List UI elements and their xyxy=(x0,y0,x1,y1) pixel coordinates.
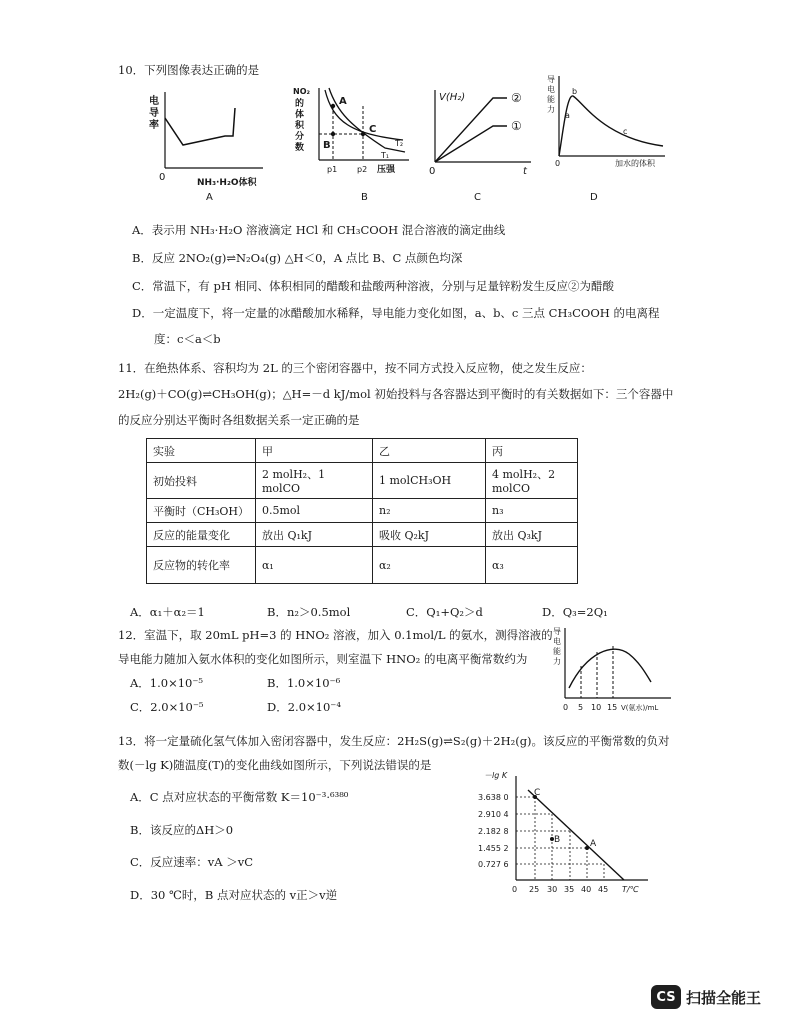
svg-text:能: 能 xyxy=(547,95,555,104)
graph-b-point-a xyxy=(331,104,335,108)
caption-d: D xyxy=(590,192,598,203)
svg-text:分: 分 xyxy=(295,132,305,142)
caption-a: A xyxy=(206,192,213,203)
q13-line2: 数(－lg K)随温度(T)的变化曲线如图所示，下列说法错误的是 xyxy=(118,758,432,772)
camscanner-watermark xyxy=(651,984,761,1010)
graph-b-p2: p2 xyxy=(357,165,368,174)
q10-opt-d-line2: 度：c＜a＜b xyxy=(154,332,221,346)
table-row xyxy=(147,439,578,463)
q11-opt-d: D．Q₃=2Q₁ xyxy=(542,605,608,619)
svg-text:电: 电 xyxy=(547,85,555,94)
table-cell: 反应的能量变化 xyxy=(147,523,256,547)
table-cell: 乙 xyxy=(373,439,486,463)
q13-label-b: B xyxy=(554,835,561,845)
graph-d-xlabel: 加水的体积 xyxy=(615,159,655,168)
graph-a-ylabel-2: 导 xyxy=(149,108,159,119)
graph-c-label-1: ① xyxy=(511,119,522,133)
q13-line xyxy=(528,790,624,880)
graph-d-pt-b: b xyxy=(572,87,578,96)
q13-xtick: 35 xyxy=(564,885,575,894)
q13-xtick: 30 xyxy=(547,885,558,894)
graph-b-point-b xyxy=(331,132,335,136)
graph-a-ylabel-3: 率 xyxy=(149,120,159,131)
table-cell: 甲 xyxy=(256,439,373,463)
table-cell: 平衡时（CH₃OH） xyxy=(147,499,256,523)
graph-a-ylabel-1: 电 xyxy=(149,96,159,107)
svg-text:积: 积 xyxy=(295,121,305,131)
graph-b-p1: p1 xyxy=(327,165,338,174)
table-cell: 吸收 Q₂kJ xyxy=(373,523,486,547)
q13-xtick: 0 xyxy=(512,885,518,894)
q11-line2: 2H₂(g)＋CO(g)⇌CH₃OH(g)；△H=－d kJ/mol 初始投料与各容器达到平衡时的有关数据如下：三个容器中 xyxy=(118,387,674,401)
q13-ytick: 2.182 8 xyxy=(478,827,509,836)
table-cell: 4 molH₂、2 molCO xyxy=(486,463,578,499)
q13-label-c: C xyxy=(534,788,541,798)
q10-opt-c: C．常温下，有 pH 相同、体积相同的醋酸和盐酸两种溶液，分别与足量锌粉发生反应②为醋酸 xyxy=(132,279,614,293)
q12-opt-c: C．2.0×10⁻⁵ xyxy=(130,700,204,714)
caption-c: C xyxy=(474,192,481,203)
q13-ylabel: －lg K xyxy=(484,771,508,780)
graph-d-curve xyxy=(559,96,663,156)
svg-text:导: 导 xyxy=(547,75,555,84)
graph-c-origin: 0 xyxy=(429,166,436,177)
q12-line1: 12．室温下，取 20mL pH=3 的 HNO₂ 溶液，加入 0.1mol/L 的氨水，测得溶液的 xyxy=(118,628,553,642)
table-cell: 0.5mol xyxy=(256,499,373,523)
table-row xyxy=(147,499,578,523)
q13-xtick: 40 xyxy=(581,885,592,894)
q11-opt-a: A．α₁＋α₂＝1 xyxy=(130,605,205,619)
q12-opt-d: D．2.0×10⁻⁴ xyxy=(267,700,341,714)
q13-ytick: 0.727 6 xyxy=(478,860,509,869)
q11-opt-c: C．Q₁+Q₂＞d xyxy=(406,605,483,619)
graph-c-xlabel: t xyxy=(523,166,527,177)
q13-xtick: 45 xyxy=(598,885,609,894)
table-cell: 1 molCH₃OH xyxy=(373,463,486,499)
q12-opt-b: B．1.0×10⁻⁶ xyxy=(267,676,341,690)
table-cell: α₂ xyxy=(373,547,486,584)
table-cell: 实验 xyxy=(147,439,256,463)
q13-label-a: A xyxy=(590,839,597,849)
q10-graph-c xyxy=(425,86,540,186)
table-cell: α₃ xyxy=(486,547,578,584)
q13-opt-d: D．30 ℃时，B 点对应状态的 v正＞v逆 xyxy=(130,888,338,902)
svg-text:的: 的 xyxy=(295,99,305,109)
graph-b-t1: T₁ xyxy=(381,151,390,160)
svg-text:数: 数 xyxy=(295,143,305,153)
q12-xlabel: V(氨水)/mL xyxy=(621,704,659,712)
q12-tick: 10 xyxy=(591,703,602,712)
table-cell: 放出 Q₃kJ xyxy=(486,523,578,547)
q12-tick: 15 xyxy=(607,703,618,712)
table-cell: 2 molH₂、1 molCO xyxy=(256,463,373,499)
table-cell: n₃ xyxy=(486,499,578,523)
graph-d-pt-a: a xyxy=(565,111,570,120)
q13-ytick: 3.638 0 xyxy=(478,793,509,802)
q12-tick: 5 xyxy=(578,703,584,712)
q11-line1: 11．在绝热体系、容积均为 2L 的三个密闭容器中，按不同方式投入反应物，使之发生反应： xyxy=(118,361,592,375)
q13-opt-b: B．该反应的ΔH＞0 xyxy=(130,823,234,837)
table-cell: n₂ xyxy=(373,499,486,523)
q12-opt-a: A．1.0×10⁻⁵ xyxy=(130,676,204,690)
q13-line1: 13．将一定量硫化氢气体加入密闭容器中，发生反应：2H₂S(g)⇌S₂(g)＋2H₂(g)。该反应的平衡常数的负对 xyxy=(118,734,670,748)
graph-b-label-b: B xyxy=(323,140,331,151)
table-cell: α₁ xyxy=(256,547,373,584)
table-cell: 初始投料 xyxy=(147,463,256,499)
camscanner-logo-icon: CS xyxy=(651,985,681,1009)
graph-b-label-c: C xyxy=(369,124,377,135)
svg-text:力: 力 xyxy=(547,105,555,114)
graph-d-pt-c: c xyxy=(623,127,628,136)
q11-opt-b: B．n₂＞0.5mol xyxy=(267,605,351,619)
graph-c-line-2 xyxy=(435,98,507,162)
camscanner-brand-text: 扫描全能王 xyxy=(686,988,762,1007)
q10-opt-b: B．反应 2NO₂(g)⇌N₂O₄(g) △H＜0，A 点比 B、C 点颜色均深 xyxy=(132,251,463,265)
q11-data-table xyxy=(146,438,578,584)
graph-a-xlabel: NH₃·H₂O体积 xyxy=(197,178,257,188)
graph-b-label-a: A xyxy=(339,96,347,107)
graph-b-t2: T₂ xyxy=(395,139,404,148)
q12-graph xyxy=(551,622,676,716)
q13-xlabel: T/℃ xyxy=(622,885,639,894)
graph-c-ylabel: V(H₂) xyxy=(439,92,466,103)
q10-opt-d-line1: D．一定温度下，将一定量的冰醋酸加水稀释，导电能力变化如图，a、b、c 三点 CH₃COOH 的电离程 xyxy=(132,306,660,320)
caption-b: B xyxy=(361,192,368,203)
q13-opt-a: A．C 点对应状态的平衡常数 K＝10⁻³·⁶³⁸⁰ xyxy=(130,790,349,804)
q13-point-a xyxy=(585,846,589,850)
table-row xyxy=(147,547,578,584)
svg-text:体: 体 xyxy=(295,110,305,120)
q11-line3: 的反应分别达平衡时各组数据关系一定正确的是 xyxy=(118,413,360,427)
graph-c-line-1 xyxy=(435,126,507,162)
svg-text:导: 导 xyxy=(553,627,561,636)
svg-text:电: 电 xyxy=(553,637,561,646)
q12-line2: 导电能力随加入氨水体积的变化如图所示，则室温下 HNO₂ 的电离平衡常数约为 xyxy=(118,652,528,666)
svg-text:NO₂: NO₂ xyxy=(293,87,310,96)
table-cell: 放出 Q₁kJ xyxy=(256,523,373,547)
table-row xyxy=(147,463,578,499)
graph-d-origin: 0 xyxy=(555,159,561,168)
table-row xyxy=(147,523,578,547)
svg-text:能: 能 xyxy=(553,647,561,656)
graph-a-curve xyxy=(165,108,235,145)
q10-graph-a xyxy=(143,88,273,196)
q13-graph xyxy=(476,768,656,898)
q13-ytick: 2.910 4 xyxy=(478,810,509,819)
q10-stem: 10．下列图像表达正确的是 xyxy=(118,63,260,77)
q13-opt-c: C．反应速率：vA ＞vC xyxy=(130,855,254,869)
svg-text:力: 力 xyxy=(553,657,561,666)
q13-ytick: 1.455 2 xyxy=(478,844,509,853)
graph-c-label-2: ② xyxy=(511,91,522,105)
graph-b-xlabel: 压强 xyxy=(377,165,396,175)
graph-b-point-c xyxy=(361,132,365,136)
table-cell: 丙 xyxy=(486,439,578,463)
table-cell: 反应物的转化率 xyxy=(147,547,256,584)
q10-opt-a: A．表示用 NH₃·H₂O 溶液滴定 HCl 和 CH₃COOH 混合溶液的滴定曲线 xyxy=(132,223,506,237)
q13-xtick: 25 xyxy=(529,885,540,894)
graph-a-origin: 0 xyxy=(159,172,166,183)
q10-graph-d xyxy=(543,72,673,176)
q10-graph-b xyxy=(289,82,419,192)
q12-tick: 0 xyxy=(563,703,569,712)
